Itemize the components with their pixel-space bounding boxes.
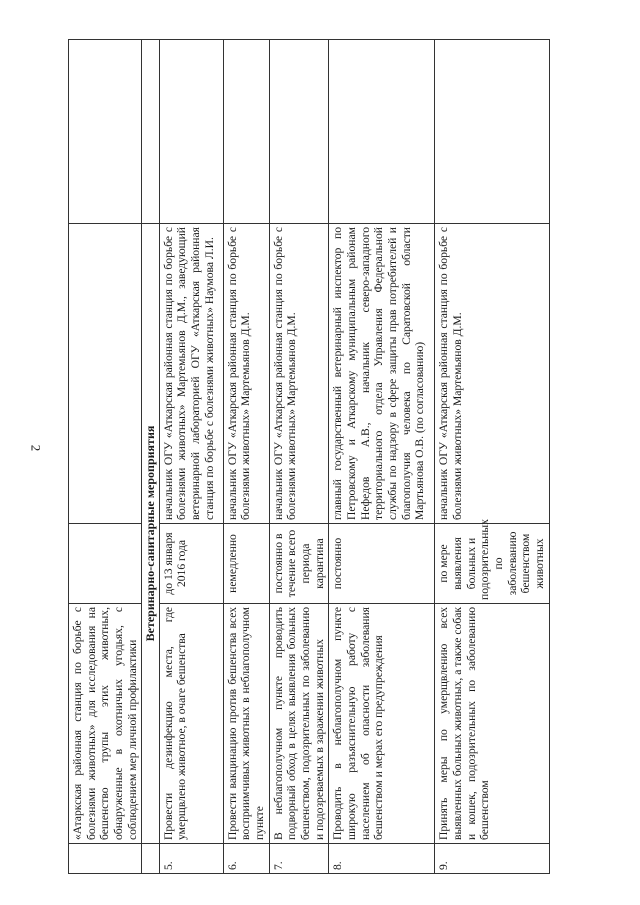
row-number: 8. [329, 844, 435, 874]
action-cell: Проводить в неблагополучном пункте широкую разъяснительную работу с населением об опасности заболевания бешенством и мерах его предупреждения [329, 604, 435, 844]
blank-margin-cell [159, 40, 223, 224]
table-row [435, 40, 549, 874]
page-number: 2 [28, 444, 44, 452]
responsible-cell: начальник ОГУ «Аткарская районная станция по борьбе с болезнями животных» Мартемьянов Д.М., заведующий ветеринарной лабораторией ОГУ «Аткарская районная станция по борьбе с болезнями животных» Наумова Л.И. [159, 224, 223, 524]
responsible-cell: начальник ОГУ «Аткарская районная станция по борьбе с болезнями животных» Мартемьянов Д.М. [435, 224, 549, 524]
responsible-cell: начальник ОГУ «Аткарская районная станция по борьбе с болезнями животных» Мартемьянов Д.М. [269, 224, 329, 524]
table-row [223, 40, 269, 874]
action-cell: Принять меры по умерщвлению всех выявленных больных животных, а также собак и кошек, подозрительных по заболеванию бешенством [435, 604, 549, 844]
term-cell: постоянно [329, 524, 435, 604]
row-number: 7. [269, 844, 329, 874]
responsible-cell [69, 224, 142, 524]
section-row [142, 40, 159, 874]
table-row [269, 40, 329, 874]
table-row [69, 40, 142, 874]
row-number: 6. [223, 844, 269, 874]
action-cell: «Атаркская районная станция по борьбе с болезнями животных» для исследования на бешенство трупы этих животных, обнаруженные в охотничьих угодьях, с соблюдением мер личной профилактики [69, 604, 142, 844]
row-number-cell [69, 844, 142, 874]
action-cell: В неблагополучном пункте проводить подворный обход в целях выявления больных бешенством, подозрительных по заболеванию и подозреваемых в заражении животных [269, 604, 329, 844]
term-cell: немедленно [223, 524, 269, 604]
measures-table [68, 39, 550, 874]
blank-margin-cell [223, 40, 269, 224]
term-cell [69, 524, 142, 604]
blank-margin-cell [69, 40, 142, 224]
action-cell: Провести дезинфекцию места, где умерщвлено животное, в очаге бешенства [159, 604, 223, 844]
blank-margin-cell [142, 40, 159, 224]
landscape-table-sheet [68, 40, 546, 874]
row-number: 9. [435, 844, 549, 874]
table-row [329, 40, 435, 874]
blank-margin-cell [435, 40, 549, 224]
blank-margin-cell [269, 40, 329, 224]
responsible-cell: главный государственный ветеринарный инспектор по Петровскому и Аткарскому муниципальным районам Нефедов А.В., начальник северо-западного территориального отдела Управления Федеральной службы по надзору в сфере защиты прав потребителей и благополучия человека по Саратовской области Мартьянова О.В. (по согласованию) [329, 224, 435, 524]
row-number: 5. [159, 844, 223, 874]
action-cell: Провести вакцинацию против бешенства всех восприимчивых животных в неблагополучном пункте [223, 604, 269, 844]
section-title: Ветеринарно-санитарные мероприятия [142, 224, 159, 844]
table-row [159, 40, 223, 874]
term-cell: по мере выявления больных и подозрительных по заболеванию бешенством животных [435, 524, 549, 604]
term-cell: до 13 января 2016 года [159, 524, 223, 604]
blank-margin-cell [329, 40, 435, 224]
term-cell: постоянно в течение всего периода карантина [269, 524, 329, 604]
responsible-cell: начальник ОГУ «Аткарская районная станция по борьбе с болезнями животных» Мартемьянов Д.М. [223, 224, 269, 524]
row-number-cell [142, 844, 159, 874]
